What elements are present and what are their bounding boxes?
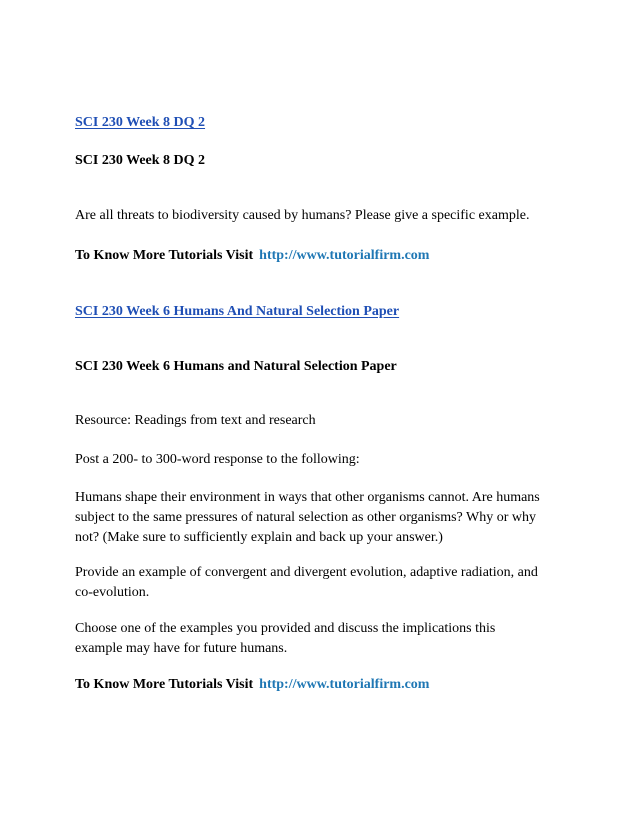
paragraph-line: Provide an example of convergent and divergent evolution, adaptive radiation, and xyxy=(75,565,538,580)
paragraph-line: subject to the same pressures of natural selection as other organisms? Why or why xyxy=(75,510,536,525)
paragraph-line: Choose one of the examples you provided and discuss the implications this xyxy=(75,621,496,636)
implications-prompt xyxy=(75,619,575,659)
resource-line: Resource: Readings from text and research xyxy=(75,413,316,428)
paragraph-line: not? (Make sure to sufficiently explain and back up your answer.) xyxy=(75,530,443,545)
sci230-week8-dq2-heading: SCI 230 Week 8 DQ 2 xyxy=(75,153,206,168)
sci230-week8-dq2-link[interactable]: SCI 230 Week 8 DQ 2 xyxy=(75,115,206,130)
cta-label: To Know More Tutorials Visit xyxy=(75,677,254,692)
paragraph-line: example may have for future humans. xyxy=(75,641,288,656)
tutorials-cta-1 xyxy=(75,246,575,266)
cta-label: To Know More Tutorials Visit xyxy=(75,248,254,263)
response-instructions: Post a 200- to 300-word response to the following: xyxy=(75,452,360,467)
paragraph-line: co-evolution. xyxy=(75,585,150,600)
humans-natural-selection-question xyxy=(75,488,575,548)
biodiversity-question: Are all threats to biodiversity caused by humans? Please give a specific example. xyxy=(75,208,530,223)
evolution-example-prompt xyxy=(75,563,575,603)
paragraph-line: Humans shape their environment in ways that other organisms cannot. Are humans xyxy=(75,490,540,505)
tutorialfirm-link-2[interactable]: http://www.tutorialfirm.com xyxy=(259,677,430,692)
sci230-week6-paper-link[interactable]: SCI 230 Week 6 Humans And Natural Selection Paper xyxy=(75,304,400,319)
sci230-week6-paper-heading: SCI 230 Week 6 Humans and Natural Selection Paper xyxy=(75,359,397,374)
tutorialfirm-link-1[interactable]: http://www.tutorialfirm.com xyxy=(259,248,430,263)
tutorials-cta-2 xyxy=(75,675,575,695)
